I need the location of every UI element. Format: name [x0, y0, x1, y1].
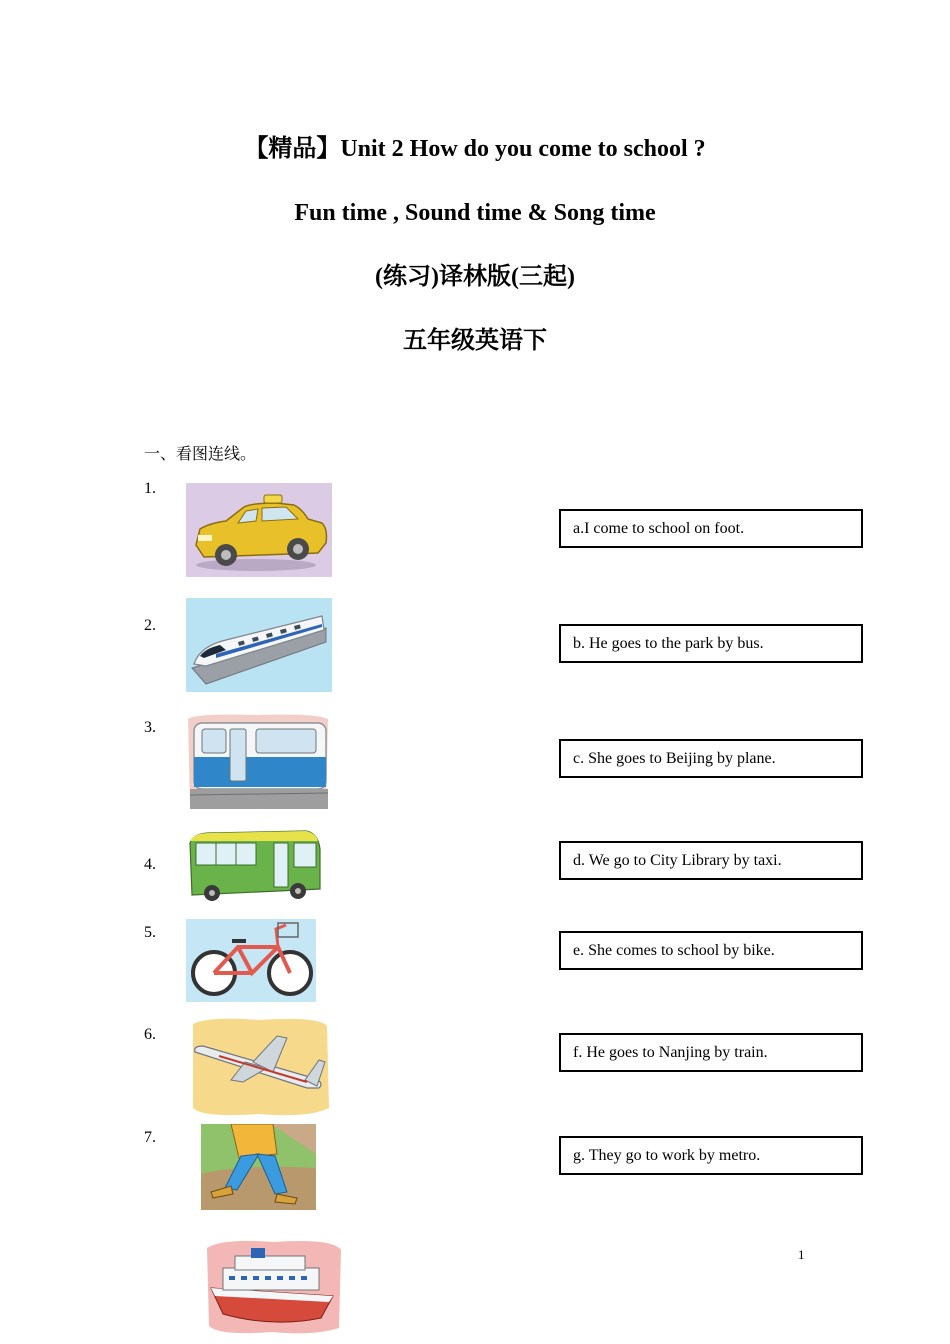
bike-icon	[186, 919, 316, 1002]
option-e[interactable]: e. She comes to school by bike.	[559, 931, 863, 970]
taxi-icon	[186, 483, 332, 577]
option-d[interactable]: d. We go to City Library by taxi.	[559, 841, 863, 880]
item-number-2: 2.	[144, 617, 156, 634]
ship-icon	[203, 1238, 343, 1336]
option-f[interactable]: f. He goes to Nanjing by train.	[559, 1033, 863, 1072]
page-number: 1	[798, 1247, 805, 1262]
item-number-1: 1.	[144, 480, 156, 497]
plane-icon	[189, 1016, 331, 1118]
document-subtitle: Fun time , Sound time & Song time	[294, 200, 656, 226]
item-number-4: 4.	[144, 856, 156, 873]
option-c[interactable]: c. She goes to Beijing by plane.	[559, 739, 863, 778]
bus-icon	[186, 829, 321, 905]
edition-label: (练习)译林版(三起)	[375, 264, 575, 290]
item-number-5: 5.	[144, 924, 156, 941]
document-title: 【精品】Unit 2 How do you come to school ?	[244, 136, 706, 162]
item-number-6: 6.	[144, 1026, 156, 1043]
item-number-7: 7.	[144, 1129, 156, 1146]
option-b[interactable]: b. He goes to the park by bus.	[559, 624, 863, 663]
grade-label: 五年级英语下	[403, 328, 547, 354]
option-a[interactable]: a.I come to school on foot.	[559, 509, 863, 548]
option-g[interactable]: g. They go to work by metro.	[559, 1136, 863, 1175]
walking-icon	[201, 1124, 316, 1210]
item-number-3: 3.	[144, 719, 156, 736]
metro-icon	[186, 711, 330, 810]
section-heading: 一、看图连线。	[144, 446, 257, 463]
train-icon	[186, 598, 332, 692]
